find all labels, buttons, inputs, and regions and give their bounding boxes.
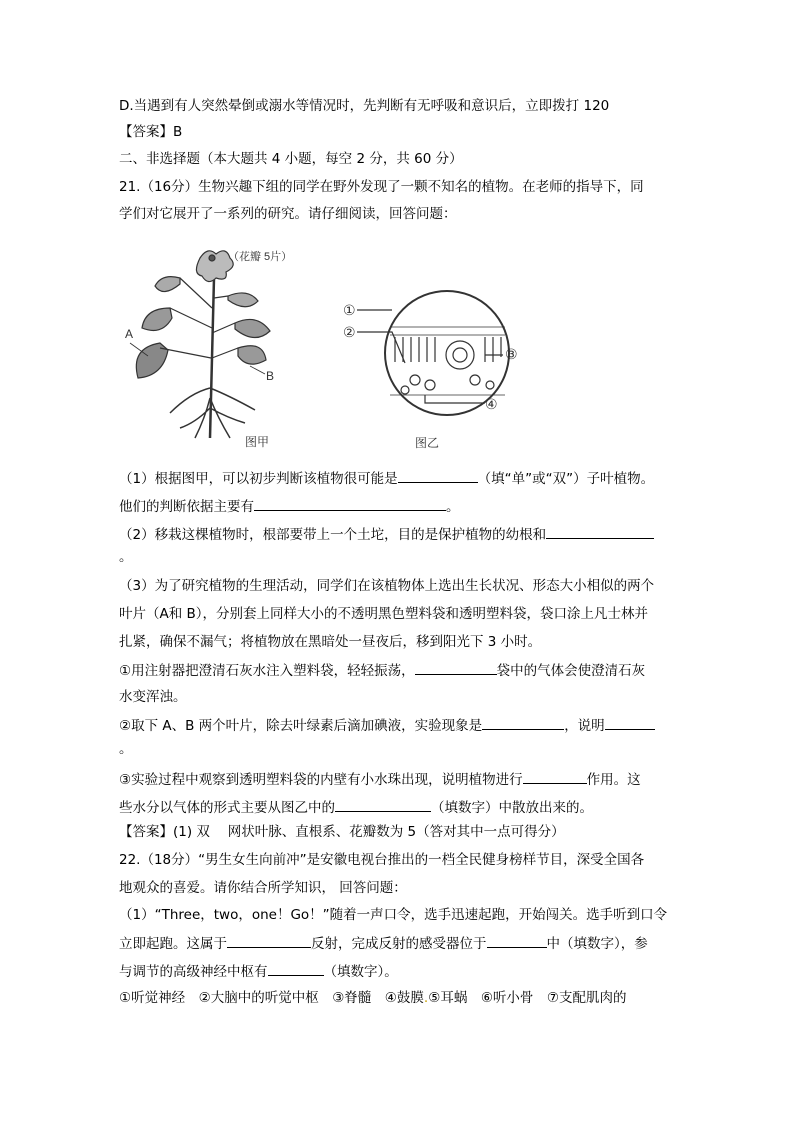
answer-21: 【答案】(1) 双 网状叶脉、直根系、花瓣数为 5（答对其中一点可得分） <box>119 824 565 840</box>
q3-line-b: 叶片（A和 B），分别套上同样大小的不透明黑色塑料袋和透明塑料袋，袋口涂上凡士林并 <box>119 606 649 622</box>
q3-3-blank-2[interactable] <box>335 798 431 812</box>
q22-1-line-b: 立即起跑。这属于 反射，完成反射的感受器位于 中（填数字），参 <box>119 936 648 952</box>
q2-end: 。 <box>119 549 133 565</box>
label-a: A <box>125 327 134 341</box>
label-b: B <box>266 369 275 383</box>
answer-line: 【答案】B <box>119 124 183 140</box>
q22-1-line-c: 与调节的高级神经中枢有 （填数字）。 <box>119 964 398 980</box>
q2-line: （2）移栽这棵植物时，根部要带上一个土坨，目的是保护植物的幼根和 <box>119 525 654 544</box>
q3-1-line: ①用注射器把澄清石灰水注入塑料袋，轻轻振荡， 袋中的气体会使澄清石灰 <box>119 663 646 679</box>
q1-blank-1[interactable] <box>398 469 478 483</box>
marker-3: ③ <box>505 347 518 363</box>
q22-1-blank-3[interactable] <box>268 962 324 976</box>
q22-1-blank-1[interactable] <box>227 934 311 948</box>
q3-2-blank-1[interactable] <box>482 716 564 730</box>
q3-1-blank[interactable] <box>415 661 497 675</box>
marker-4: ④ <box>485 397 498 413</box>
leaf-section-figure <box>335 285 535 455</box>
figure-yi-caption: 图乙 <box>415 436 440 450</box>
plant-figure <box>120 238 330 453</box>
marker-2: ② <box>343 325 356 341</box>
q22-1-line-a: （1）“Three，two，one！Go！”随着一声口令，选手迅速起跑，开始闯关。选手听到口令 <box>119 907 668 923</box>
q3-2-line: ②取下 A、B 两个叶片，除去叶绿素后滴加碘液，实验现象是 ，说明 <box>119 716 655 735</box>
marker-1: ① <box>343 303 356 319</box>
question-22-intro: 22.（18分）“男生女生向前冲”是安徽电视台推出的一档全民健身榜样节目，深受全国各 <box>119 852 645 868</box>
option-d-line: D.当遇到有人突然晕倒或溺水等情况时，先判断有无呼吸和意识后，立即拨打 120 <box>119 98 610 114</box>
q1-line-b: 他们的判断依据主要有 。 <box>119 499 460 515</box>
q2-blank[interactable] <box>546 525 654 539</box>
q3-2-end: 。 <box>119 741 133 757</box>
q3-3-line: ③实验过程中观察到透明塑料袋的内壁有小水珠出现，说明植物进行 作用。这 <box>119 772 641 788</box>
figure-jia-caption: 图甲 <box>245 435 270 449</box>
q3-line-a: （3）为了研究植物的生理活动，同学们在该植物体上选出生长状况、形态大小相似的两个 <box>119 578 655 594</box>
petal-note: （花瓣 5片） <box>228 251 293 263</box>
q22-options-line: ①听觉神经 ②大脑中的听觉中枢 ③脊髓 ④鼓膜.⑤耳蜗 ⑥听小骨 ⑦支配肌肉的 <box>119 990 627 1006</box>
section-heading: 二、非选择题（本大题共 4 小题，每空 2 分，共 60 分） <box>119 151 463 167</box>
q3-1-line-b: 水变浑浊。 <box>119 689 187 705</box>
q22-1-blank-2[interactable] <box>487 934 547 948</box>
q1-blank-2[interactable] <box>254 497 446 511</box>
q3-3-blank-1[interactable] <box>523 770 587 784</box>
question-22-intro-cont: 地观众的喜爱。请你结合所学知识， 回答问题： <box>119 880 407 896</box>
q3-line-c: 扎紧，确保不漏气；将植物放在黑暗处一昼夜后，移到阳光下 3 小时。 <box>119 634 542 650</box>
q3-2-blank-2[interactable] <box>605 716 655 730</box>
question-21-intro-cont: 学们对它展开了一系列的研究。请仔细阅读，回答问题： <box>119 206 457 222</box>
q1-line-a: （1）根据图甲，可以初步判断该植物很可能是 （填“单”或“双”）子叶植物。 <box>119 471 655 487</box>
question-21-intro: 21.（16分）生物兴趣下组的同学在野外发现了一颗不知名的植物。在老师的指导下，同 <box>119 179 644 195</box>
q3-3-line-b: 些水分以气体的形式主要从图乙中的 （填数字）中散放出来的。 <box>119 800 593 816</box>
